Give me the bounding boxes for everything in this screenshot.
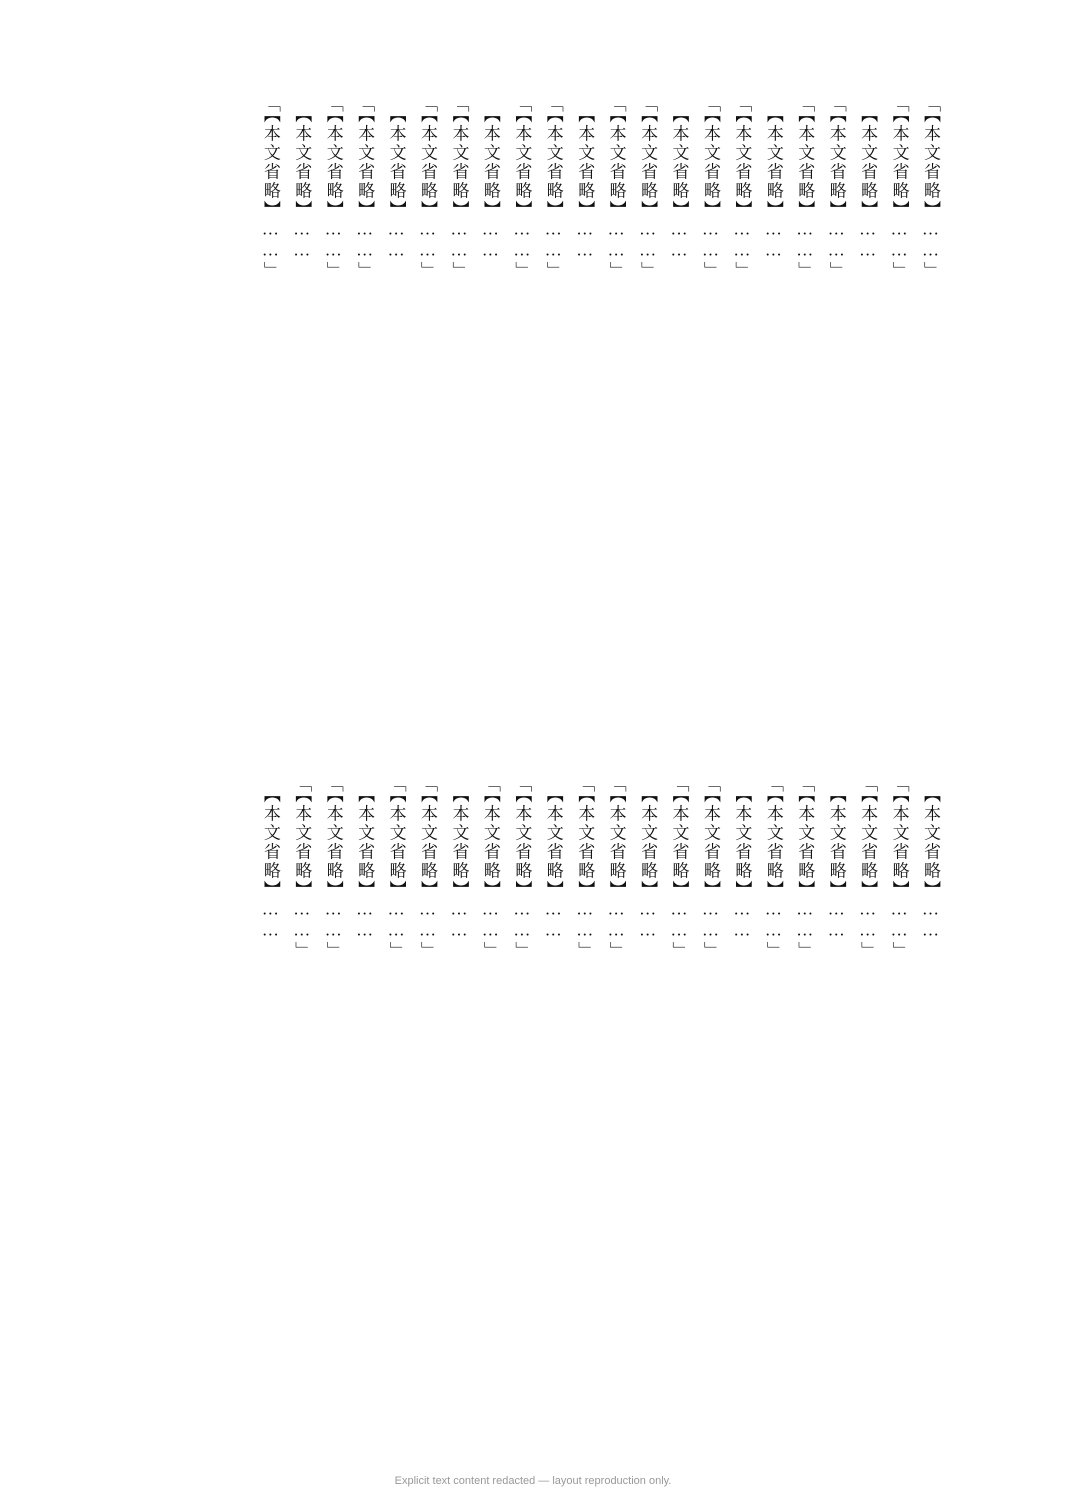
- text-line: 【本文省略】……: [543, 775, 563, 942]
- redaction-note: Explicit text content redacted — layout reproduction only.: [394, 1475, 672, 1487]
- text-line: 「【本文省略】……」: [638, 95, 658, 281]
- text-line: 「【本文省略】……」: [575, 775, 595, 961]
- text-block-bottom: [120, 775, 946, 1415]
- text-line: 「【本文省略】……」: [763, 775, 783, 961]
- text-line: 「【本文省略】……」: [480, 775, 500, 961]
- text-line: 「【本文省略】……」: [826, 95, 846, 281]
- text-line: 【本文省略】……: [260, 775, 280, 942]
- text-line: 【本文省略】……: [858, 95, 878, 262]
- text-line: 「【本文省略】……」: [355, 95, 375, 281]
- text-line: 「【本文省略】……」: [700, 775, 720, 961]
- text-line: 「【本文省略】……」: [606, 775, 626, 961]
- text-line: 【本文省略】……: [386, 95, 406, 262]
- text-block-top: [120, 95, 946, 735]
- text-line: 「【本文省略】……」: [669, 775, 689, 961]
- text-line: 「【本文省略】……」: [512, 95, 532, 281]
- text-line: 【本文省略】……: [575, 95, 595, 262]
- text-line: 「【本文省略】……」: [260, 95, 280, 281]
- text-line: 【本文省略】……: [355, 775, 375, 942]
- text-line: 「【本文省略】……」: [418, 775, 437, 961]
- text-line: 「【本文省略】……」: [858, 775, 878, 961]
- text-line: 【本文省略】……: [638, 775, 658, 942]
- text-line: 「【本文省略】……」: [921, 95, 940, 281]
- text-line: 【本文省略】……: [449, 775, 469, 942]
- text-line: 「【本文省略】……」: [543, 95, 563, 281]
- text-line: 「【本文省略】……」: [292, 775, 312, 961]
- text-line: 【本文省略】……: [763, 95, 783, 262]
- text-line: 「【本文省略】……」: [732, 95, 752, 281]
- text-line: 「【本文省略】……」: [606, 95, 626, 281]
- text-line: 「【本文省略】……」: [889, 775, 909, 961]
- text-line: 「【本文省略】……」: [323, 95, 343, 281]
- text-line: 【本文省略】……: [732, 775, 752, 942]
- text-line: 「【本文省略】……」: [512, 775, 532, 961]
- text-line: 「【本文省略】……」: [700, 95, 720, 281]
- text-line: 【本文省略】……: [669, 95, 689, 262]
- text-line: 「【本文省略】……」: [418, 95, 437, 281]
- text-line: 「【本文省略】……」: [449, 95, 469, 281]
- text-line: 【本文省略】……: [292, 95, 312, 262]
- text-line: 【本文省略】……: [826, 775, 846, 942]
- text-line: 「【本文省略】……」: [795, 95, 815, 281]
- text-line: 「【本文省略】……」: [795, 775, 815, 961]
- text-line: 「【本文省略】……」: [889, 95, 909, 281]
- text-line: 【本文省略】……: [480, 95, 500, 262]
- text-line: 【本文省略】……: [921, 775, 940, 942]
- text-line: 「【本文省略】……」: [386, 775, 406, 961]
- text-line: 「【本文省略】……」: [323, 775, 343, 961]
